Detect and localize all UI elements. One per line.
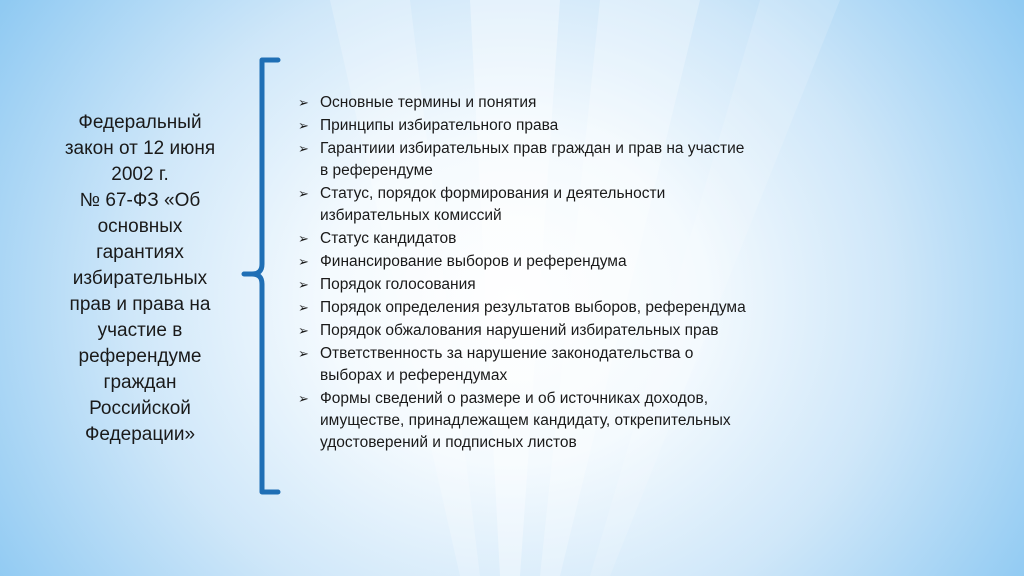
topic-text: Порядок голосования bbox=[320, 276, 476, 293]
arrow-bullet-icon: ➢ bbox=[298, 254, 309, 269]
law-title-line: 2002 г. bbox=[111, 164, 169, 185]
law-title-line: избирательных bbox=[72, 268, 208, 289]
topic-text: в референдуме bbox=[320, 162, 433, 179]
topic-list bbox=[296, 92, 876, 455]
arrow-bullet-icon: ➢ bbox=[298, 141, 309, 156]
topic-item bbox=[296, 297, 876, 319]
law-title-line: № 67-ФЗ «Об bbox=[79, 190, 201, 211]
law-title-line: Федеральный bbox=[78, 112, 202, 133]
topic-text: Основные термины и понятия bbox=[320, 94, 537, 111]
topic-text: Гарантиии избирательных прав граждан и прав на участие bbox=[320, 140, 745, 157]
arrow-bullet-icon: ➢ bbox=[298, 300, 309, 315]
topic-item bbox=[296, 274, 876, 296]
topic-text: Порядок обжалования нарушений избирательных прав bbox=[320, 322, 719, 339]
topic-text: избирательных комиссий bbox=[320, 207, 502, 224]
arrow-bullet-icon: ➢ bbox=[298, 118, 309, 133]
arrow-bullet-icon: ➢ bbox=[298, 277, 309, 292]
topic-text: Принципы избирательного права bbox=[320, 117, 559, 134]
law-title-line: закон от 12 июня bbox=[64, 138, 216, 159]
topic-text: удостоверений и подписных листов bbox=[320, 434, 577, 451]
topic-text: Финансирование выборов и референдума bbox=[320, 253, 627, 270]
topic-text: Формы сведений о размере и об источниках доходов, bbox=[320, 390, 709, 407]
law-title bbox=[40, 110, 240, 448]
law-title-line: гарантиях bbox=[96, 242, 184, 263]
topic-text: Ответственность за нарушение законодательства о bbox=[320, 345, 694, 362]
law-title-line: прав и права на bbox=[69, 294, 211, 315]
topic-text: Порядок определения результатов выборов, референдума bbox=[320, 299, 746, 316]
topic-item bbox=[296, 343, 876, 387]
curly-brace-icon bbox=[236, 52, 284, 500]
arrow-bullet-icon: ➢ bbox=[298, 391, 309, 406]
topic-text: выборах и референдумах bbox=[320, 367, 508, 384]
arrow-bullet-icon: ➢ bbox=[298, 231, 309, 246]
law-title-line: Российской bbox=[89, 398, 191, 419]
topic-item bbox=[296, 183, 876, 227]
topic-item bbox=[296, 115, 876, 137]
law-title-line: референдуме bbox=[78, 346, 202, 367]
topic-text: Статус, порядок формирования и деятельности bbox=[320, 185, 666, 202]
arrow-bullet-icon: ➢ bbox=[298, 323, 309, 338]
topic-text: Статус кандидатов bbox=[320, 230, 457, 247]
arrow-bullet-icon: ➢ bbox=[298, 186, 309, 201]
law-title-line: граждан bbox=[103, 372, 177, 393]
topic-item bbox=[296, 388, 876, 454]
law-title-line: участие в bbox=[97, 320, 183, 341]
topic-item bbox=[296, 138, 876, 182]
topic-text: имуществе, принадлежащем кандидату, открепительных bbox=[320, 412, 731, 429]
topic-item bbox=[296, 251, 876, 273]
topic-item bbox=[296, 92, 876, 114]
law-title-line: основных bbox=[97, 216, 183, 237]
topic-item bbox=[296, 320, 876, 342]
law-title-line: Федерации» bbox=[84, 424, 196, 445]
arrow-bullet-icon: ➢ bbox=[298, 95, 309, 110]
topic-item bbox=[296, 228, 876, 250]
arrow-bullet-icon: ➢ bbox=[298, 346, 309, 361]
